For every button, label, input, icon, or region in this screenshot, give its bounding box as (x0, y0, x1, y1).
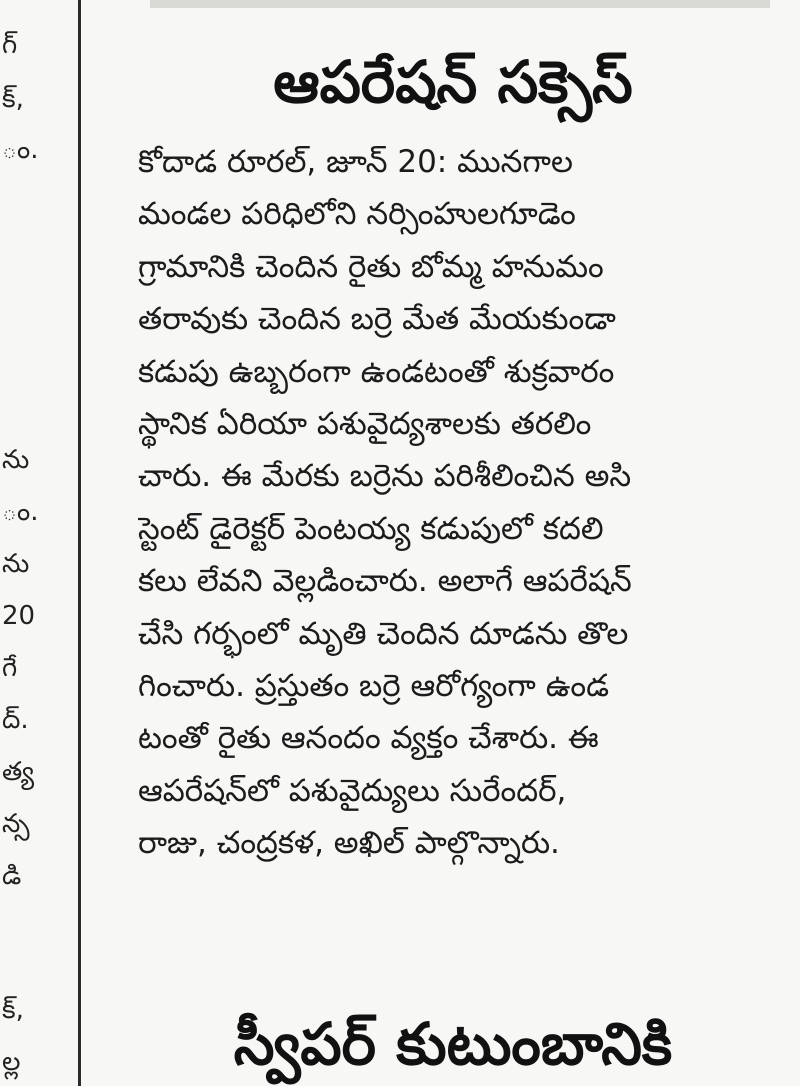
left-fragment: ల్ల (2, 1047, 21, 1077)
body-line: స్టెంట్ డైరెక్టర్ పెంటయ్య కడుపులో కదలి (138, 510, 604, 547)
previous-article-cutoff (150, 0, 770, 8)
left-fragment: ద్. (2, 705, 29, 735)
body-line: ఆపరేషన్‌లో పశువైద్యులు సురేందర్, (138, 772, 567, 809)
body-line: చేసి గర్భంలో మృతి చెందిన దూడను తొల (138, 615, 629, 652)
left-fragment: గ్ (2, 30, 18, 60)
article-body (138, 136, 768, 869)
left-fragment: ను (2, 445, 30, 475)
left-fragment: క్, (2, 995, 24, 1025)
body-line: కలు లేవని వెల్లడించారు. అలాగే ఆపరేషన్ (138, 563, 632, 600)
body-line: తరావుకు చెందిన బర్రె మేత మేయకుండా (138, 301, 616, 338)
article-headline: ఆపరేషన్ సక్సెస్ (273, 48, 633, 116)
body-line: మండల పరిధిలోని నర్సింహులగూడెం (138, 196, 576, 233)
body-line: కడుపు ఉబ్బరంగా ఉండటంతో శుక్రవారం (138, 353, 615, 390)
left-fragment: త్య (2, 757, 35, 787)
left-column-fragments (0, 0, 40, 1086)
news-article (138, 42, 768, 869)
body-line: చారు. ఈ మేరకు బర్రెను పరిశీలించిన అసి (138, 458, 632, 495)
body-line: స్థానిక ఏరియా పశువైద్యశాలకు తరలిం (138, 405, 592, 442)
body-line: గ్రామానికి చెందిన రైతు బోమ్మ హనుమం (138, 248, 604, 285)
body-line: టంతో రైతు ఆనందం వ్యక్తం చేశారు. ఈ (138, 720, 599, 757)
body-line: గించారు. ప్రస్తుతం బర్రె ఆరోగ్యంగా ఉండ (138, 667, 610, 704)
next-article-headline: స్వీపర్ కుటుంబానికి (233, 1010, 673, 1078)
column-divider (78, 0, 81, 1086)
left-fragment: ం. (2, 497, 39, 527)
body-line: కోదాడ రూరల్, జూన్ 20: మునగాల (138, 144, 573, 180)
body-line: రాజు, చంద్రకళ, అఖిల్ పాల్గొన్నారు. (138, 825, 560, 862)
left-fragment: 20 (2, 601, 36, 631)
left-fragment: డి (2, 861, 22, 891)
left-fragment: క్, (2, 84, 24, 114)
left-fragment: ం. (2, 135, 39, 165)
left-fragment: గే (2, 653, 18, 683)
left-fragment: ను (2, 549, 30, 579)
left-fragment: న్స (2, 809, 30, 839)
